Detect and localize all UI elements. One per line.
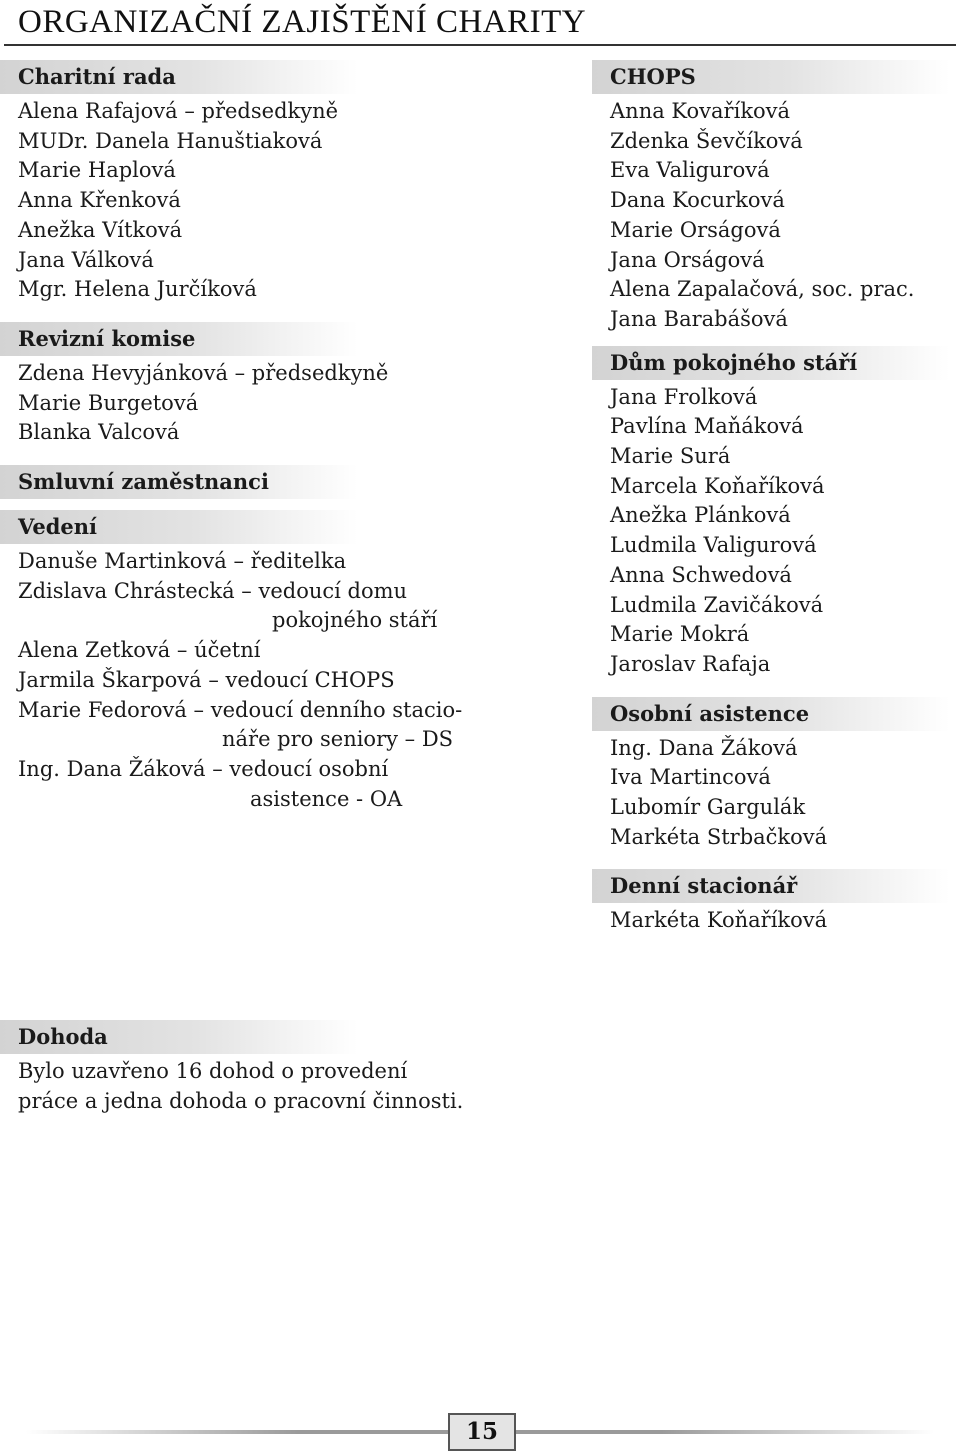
list-item: Anežka Vítková bbox=[18, 217, 183, 242]
section-heading: Dohoda bbox=[0, 1020, 358, 1054]
page-title: ORGANIZAČNÍ ZAJIŠTĚNÍ CHARITY bbox=[18, 4, 587, 40]
section-chops bbox=[592, 60, 960, 335]
section-osobni-asistence bbox=[592, 697, 960, 853]
list-item: Iva Martincová bbox=[610, 765, 771, 790]
list-item: Jana Frolková bbox=[610, 384, 758, 409]
list-item: Zdena Hevyjánková – předsedkyně bbox=[18, 360, 389, 385]
list-item: Alena Zapalačová, soc. prac. bbox=[610, 277, 915, 302]
list-item: Eva Valigurová bbox=[610, 158, 770, 183]
section-denni-stacionar bbox=[592, 869, 960, 936]
list-item: Ing. Dana Žáková bbox=[610, 735, 798, 760]
list-item: Markéta Strbačková bbox=[610, 824, 828, 849]
section-heading: Dům pokojného stáří bbox=[592, 346, 950, 380]
list-item: MUDr. Danela Hanuštiaková bbox=[18, 128, 323, 153]
list-item: Marie Burgetová bbox=[18, 390, 199, 415]
member-list bbox=[0, 94, 560, 305]
list-item: Ing. Dana Žáková – vedoucí osobní bbox=[18, 756, 389, 781]
list-item-continuation: pokojného stáří bbox=[272, 608, 438, 633]
section-smluvni-zamestnanci bbox=[0, 465, 560, 499]
list-item: Anna Kovaříková bbox=[610, 99, 791, 123]
list-item-continuation: asistence - OA bbox=[250, 786, 403, 811]
list-item: Pavlína Maňáková bbox=[610, 414, 804, 439]
paragraph-lines bbox=[0, 1054, 620, 1116]
member-list bbox=[0, 356, 560, 448]
section-heading: Osobní asistence bbox=[592, 697, 950, 731]
list-item: Jana Orságová bbox=[610, 247, 765, 272]
list-item: Alena Zetková – účetní bbox=[18, 638, 261, 663]
list-item: Danuše Martinková – ředitelka bbox=[18, 549, 347, 574]
list-item: Markéta Koňaříková bbox=[610, 908, 828, 933]
section-dohoda bbox=[0, 1020, 620, 1116]
section-dum-pokojneho-stari bbox=[592, 346, 960, 680]
title-divider bbox=[4, 44, 956, 46]
list-item: Ludmila Valigurová bbox=[610, 533, 817, 558]
list-item: Mgr. Helena Jurčíková bbox=[18, 277, 257, 302]
list-item: Marie Haplová bbox=[18, 158, 176, 183]
list-item: Alena Rafajová – předsedkyně bbox=[18, 99, 339, 123]
member-list bbox=[0, 544, 560, 814]
list-item: Jana Válková bbox=[18, 247, 154, 272]
page-number-footer bbox=[0, 1412, 960, 1452]
right-column bbox=[592, 60, 960, 936]
list-item: Anežka Plánková bbox=[610, 503, 791, 528]
section-charitni-rada bbox=[0, 60, 560, 305]
section-heading: Denní stacionář bbox=[592, 869, 950, 903]
text-line: práce a jedna dohoda o pracovní činnosti. bbox=[18, 1088, 464, 1113]
section-heading: Revizní komise bbox=[0, 322, 358, 356]
section-heading: Charitní rada bbox=[0, 60, 358, 94]
list-item: Marie Surá bbox=[610, 444, 731, 469]
page-number: 15 bbox=[448, 1413, 516, 1451]
list-item: Anna Křenková bbox=[18, 188, 181, 213]
text-line: Bylo uzavřeno 16 dohod o provedení bbox=[18, 1059, 408, 1083]
list-item-continuation: náře pro seniory – DS bbox=[222, 727, 454, 752]
member-list bbox=[592, 94, 960, 335]
list-item: Jaroslav Rafaja bbox=[610, 651, 771, 676]
list-item: Marie Fedorová – vedoucí denního stacio- bbox=[18, 697, 463, 722]
list-item: Ludmila Zavičáková bbox=[610, 592, 824, 617]
left-column bbox=[0, 60, 560, 814]
section-revizni-komise bbox=[0, 322, 560, 448]
section-heading: Vedení bbox=[0, 510, 358, 544]
list-item: Anna Schwedová bbox=[610, 562, 792, 587]
list-item: Jarmila Škarpová – vedoucí CHOPS bbox=[18, 667, 395, 692]
list-item: Zdislava Chrástecká – vedoucí domu bbox=[18, 578, 408, 603]
list-item: Marie Mokrá bbox=[610, 622, 750, 647]
member-list bbox=[592, 903, 960, 936]
list-item: Jana Barabášová bbox=[610, 306, 788, 331]
list-item: Lubomír Gargulák bbox=[610, 795, 806, 820]
section-vedeni bbox=[0, 510, 560, 814]
list-item: Dana Kocurková bbox=[610, 188, 785, 213]
member-list bbox=[592, 380, 960, 680]
member-list bbox=[592, 731, 960, 853]
section-heading: CHOPS bbox=[592, 60, 950, 94]
list-item: Blanka Valcová bbox=[18, 420, 180, 445]
section-heading: Smluvní zaměstnanci bbox=[0, 465, 358, 499]
list-item: Marcela Koňaříková bbox=[610, 473, 825, 498]
list-item: Marie Orságová bbox=[610, 217, 781, 242]
list-item: Zdenka Ševčíková bbox=[610, 128, 803, 153]
